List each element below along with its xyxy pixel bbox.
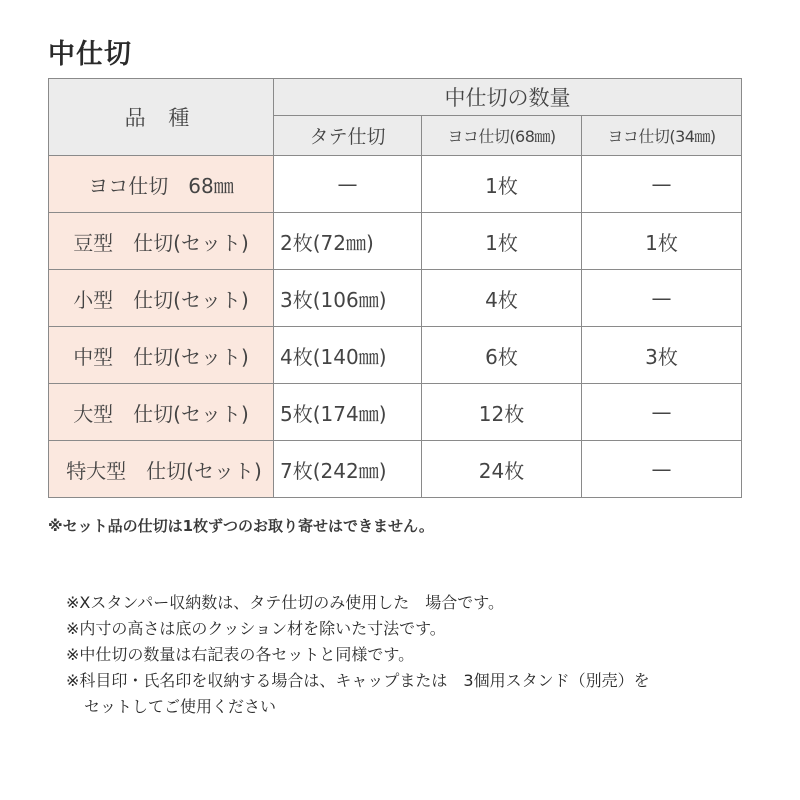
row-yoko68: 6枚 (422, 327, 582, 384)
table-header-row (49, 79, 742, 116)
row-yoko34: 1枚 (582, 213, 742, 270)
subheader-yoko68: ヨコ仕切(68㎜) (422, 116, 582, 156)
note-item: ※内寸の高さは底のクッション材を除いた寸法です。 (66, 619, 446, 638)
row-yoko68: 24枚 (422, 441, 582, 498)
row-yoko68: 1枚 (422, 213, 582, 270)
row-kind: 大型 仕切(セット) (49, 384, 274, 441)
row-yoko68: 4枚 (422, 270, 582, 327)
row-yoko34: 3枚 (582, 327, 742, 384)
header-count: 中仕切の数量 (274, 79, 742, 116)
table-row (49, 441, 742, 498)
partition-table (48, 78, 742, 498)
row-yoko34: — (582, 384, 742, 441)
table-row (49, 213, 742, 270)
row-tate: 3枚(106㎜) (274, 270, 422, 327)
subheader-yoko34: ヨコ仕切(34㎜) (582, 116, 742, 156)
row-tate: 5枚(174㎜) (274, 384, 422, 441)
table-footnote: ※セット品の仕切は1枚ずつのお取り寄せはできません。 (48, 517, 434, 535)
row-kind: 豆型 仕切(セット) (49, 213, 274, 270)
row-yoko68: 12枚 (422, 384, 582, 441)
section-title: 中仕切 (48, 39, 132, 70)
row-tate: 7枚(242㎜) (274, 441, 422, 498)
table-row (49, 156, 742, 213)
row-tate: — (274, 156, 422, 213)
row-yoko34: — (582, 441, 742, 498)
row-tate: 2枚(72㎜) (274, 213, 422, 270)
row-tate: 4枚(140㎜) (274, 327, 422, 384)
table-row (49, 270, 742, 327)
row-yoko34: — (582, 156, 742, 213)
table-row (49, 327, 742, 384)
header-kind: 品 種 (49, 79, 274, 156)
note-item-continuation: セットしてご使用ください (84, 697, 277, 716)
row-kind: 中型 仕切(セット) (49, 327, 274, 384)
row-kind: 特大型 仕切(セット) (49, 441, 274, 498)
note-item: ※中仕切の数量は右記表の各セットと同様です。 (66, 645, 415, 664)
notes-list (66, 590, 766, 720)
note-item: ※Xスタンパー収納数は、タテ仕切のみ使用した 場合です。 (66, 593, 504, 612)
table-row (49, 384, 742, 441)
row-yoko34: — (582, 270, 742, 327)
row-kind: ヨコ仕切 68㎜ (49, 156, 274, 213)
note-item: ※科目印・氏名印を収納する場合は、キャップまたは 3個用スタンド（別売）を (66, 671, 650, 690)
subheader-tate: タテ仕切 (274, 116, 422, 156)
row-yoko68: 1枚 (422, 156, 582, 213)
row-kind: 小型 仕切(セット) (49, 270, 274, 327)
